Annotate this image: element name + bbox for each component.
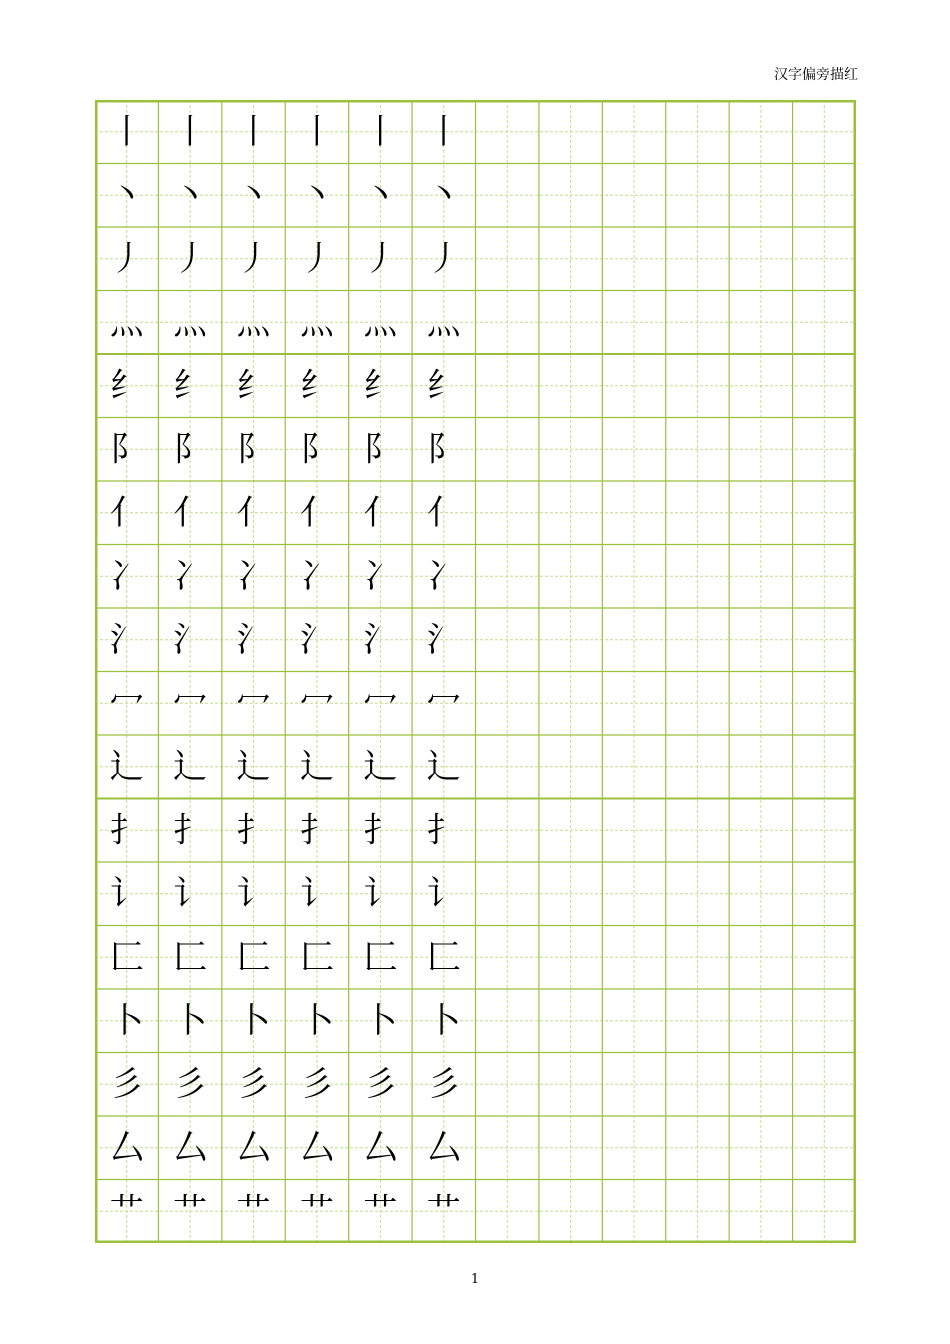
radical-glyph: 丨 (236, 111, 271, 152)
radical-glyph: 氵 (299, 619, 334, 660)
radical-glyph: 卜 (299, 1000, 334, 1041)
radical-glyph: 厶 (173, 1127, 208, 1168)
radical-glyph: 艹 (173, 1191, 208, 1232)
radical-glyph: 卜 (236, 1000, 271, 1041)
radical-glyph: 冖 (363, 683, 398, 724)
radical-glyph: 亻 (426, 492, 461, 533)
radical-glyph: 厶 (236, 1127, 271, 1168)
radical-glyph: 丶 (363, 175, 398, 216)
radical-glyph: 匚 (299, 937, 334, 978)
radical-glyph: 冖 (173, 683, 208, 724)
radical-glyph: 灬 (426, 302, 461, 343)
radical-glyph: 冖 (109, 683, 144, 724)
radical-glyph: 阝 (236, 429, 271, 470)
radical-glyph: 匚 (109, 937, 144, 978)
radical-glyph: 亻 (363, 492, 398, 533)
radical-glyph: 冫 (173, 556, 208, 597)
radical-glyph: 纟 (299, 365, 334, 406)
radical-glyph: 匚 (426, 937, 461, 978)
radical-glyph: 艹 (109, 1191, 144, 1232)
radical-glyph: 讠 (173, 873, 208, 914)
radical-glyph: 灬 (299, 302, 334, 343)
radical-glyph: 阝 (109, 429, 144, 470)
radical-glyph: 冫 (236, 556, 271, 597)
radical-glyph: 厶 (299, 1127, 334, 1168)
radical-glyph: 彡 (363, 1064, 398, 1105)
radical-glyph: 扌 (363, 810, 398, 851)
radical-glyph: 讠 (109, 873, 144, 914)
radical-glyph: 氵 (363, 619, 398, 660)
radical-glyph: 丨 (363, 111, 398, 152)
radical-glyph: 丿 (363, 238, 398, 279)
radical-glyph: 辶 (363, 746, 398, 787)
page-number: 1 (470, 1272, 480, 1287)
radical-glyph: 丿 (109, 238, 144, 279)
radical-glyph: 氵 (236, 619, 271, 660)
radical-glyph: 卜 (109, 1000, 144, 1041)
radical-glyph: 艹 (299, 1191, 334, 1232)
radical-glyph: 匚 (363, 937, 398, 978)
radical-glyph: 灬 (173, 302, 208, 343)
radical-glyph: 讠 (236, 873, 271, 914)
radical-glyph: 氵 (109, 619, 144, 660)
radical-glyph: 辶 (173, 746, 208, 787)
radical-glyph: 丨 (299, 111, 334, 152)
radical-glyph: 扌 (173, 810, 208, 851)
radical-glyph: 阝 (173, 429, 208, 470)
radical-glyph: 厶 (109, 1127, 144, 1168)
radical-glyph: 扌 (236, 810, 271, 851)
radical-glyph: 彡 (236, 1064, 271, 1105)
radical-glyph: 匚 (236, 937, 271, 978)
radical-glyph: 亻 (173, 492, 208, 533)
radical-glyph: 丿 (236, 238, 271, 279)
radical-glyph: 卜 (363, 1000, 398, 1041)
radical-glyph: 阝 (363, 429, 398, 470)
radical-glyph: 阝 (426, 429, 461, 470)
practice-grid (95, 100, 856, 1243)
radical-glyph: 纟 (109, 365, 144, 406)
radical-glyph: 冖 (236, 683, 271, 724)
radical-glyph: 亻 (299, 492, 334, 533)
page-title: 汉字偏旁描红 (774, 67, 858, 83)
radical-glyph: 丶 (426, 175, 461, 216)
radical-glyph: 辶 (109, 746, 144, 787)
radical-glyph: 彡 (173, 1064, 208, 1105)
radical-glyph: 讠 (299, 873, 334, 914)
radical-glyph: 讠 (363, 873, 398, 914)
radical-glyph: 匚 (173, 937, 208, 978)
radical-glyph: 灬 (109, 302, 144, 343)
radical-glyph: 扌 (426, 810, 461, 851)
radical-glyph: 丶 (109, 175, 144, 216)
radical-glyph: 丿 (173, 238, 208, 279)
radical-glyph: 丨 (173, 111, 208, 152)
radical-glyph: 纟 (363, 365, 398, 406)
radical-glyph: 灬 (236, 302, 271, 343)
radical-glyph: 丶 (236, 175, 271, 216)
radical-glyph: 彡 (299, 1064, 334, 1105)
radical-glyph: 亻 (109, 492, 144, 533)
radical-glyph: 纟 (426, 365, 461, 406)
radical-glyph: 卜 (173, 1000, 208, 1041)
radical-glyph: 扌 (109, 810, 144, 851)
radical-glyph: 丿 (299, 238, 334, 279)
radical-glyph: 冫 (109, 556, 144, 597)
radical-glyph: 丶 (299, 175, 334, 216)
radical-glyph: 丿 (426, 238, 461, 279)
radical-glyph: 氵 (426, 619, 461, 660)
radical-glyph: 亻 (236, 492, 271, 533)
radical-glyph: 厶 (426, 1127, 461, 1168)
radical-glyph: 纟 (236, 365, 271, 406)
radical-glyph: 丶 (173, 175, 208, 216)
radical-glyph: 灬 (363, 302, 398, 343)
radical-glyph: 氵 (173, 619, 208, 660)
radical-glyph: 讠 (426, 873, 461, 914)
radical-glyph: 卜 (426, 1000, 461, 1041)
radical-glyph: 厶 (363, 1127, 398, 1168)
radical-glyph: 艹 (426, 1191, 461, 1232)
radical-glyph: 冫 (363, 556, 398, 597)
radical-glyph: 艹 (363, 1191, 398, 1232)
radical-glyph: 艹 (236, 1191, 271, 1232)
radical-glyph: 冖 (299, 683, 334, 724)
radical-glyph: 丨 (426, 111, 461, 152)
radical-glyph: 辶 (236, 746, 271, 787)
radical-glyph: 冖 (426, 683, 461, 724)
radical-glyph: 冫 (426, 556, 461, 597)
radical-glyph: 辶 (426, 746, 461, 787)
radical-glyph: 丨 (109, 111, 144, 152)
radical-glyph: 扌 (299, 810, 334, 851)
radical-glyph: 彡 (426, 1064, 461, 1105)
radical-glyph: 彡 (109, 1064, 144, 1105)
radical-glyph: 阝 (299, 429, 334, 470)
radical-glyph: 冫 (299, 556, 334, 597)
radical-glyph: 纟 (173, 365, 208, 406)
radical-glyph: 辶 (299, 746, 334, 787)
